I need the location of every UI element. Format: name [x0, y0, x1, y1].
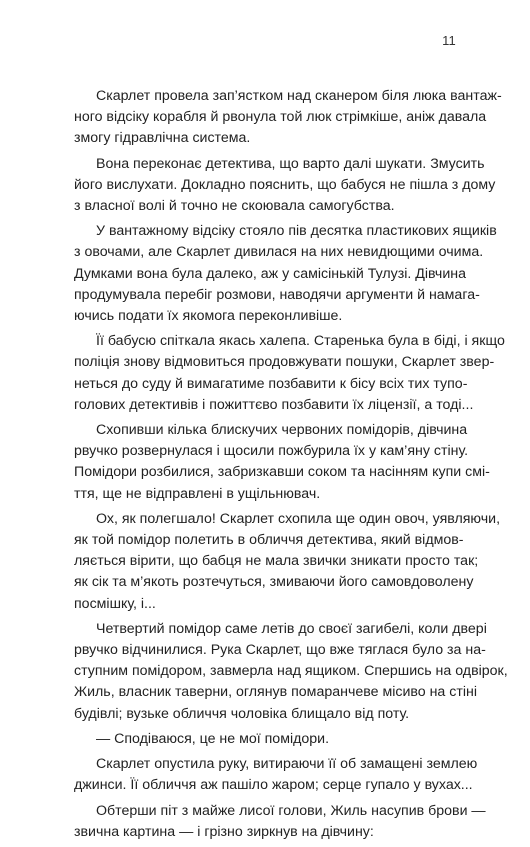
text-line: Жиль, власник таверни, оглянув помаранчеве місиво на стіні [74, 684, 477, 701]
text-line: голових детективів і пожиттєво позбавити їх ліцензії, а тоді... [74, 396, 474, 413]
text-line: Вона переконає детектива, що варто далі шукати. Змусить [96, 155, 485, 172]
paragraph [74, 154, 496, 218]
text-line: Схопивши кілька блискучих червоних помідорів, дівчина [96, 422, 468, 439]
paragraph [74, 801, 486, 843]
text-line: як той помідор полетить в обличчя детектива, який відмов- [74, 532, 464, 549]
paragraph [74, 221, 497, 327]
text-line: Ох, як полегшало! Скарлет схопила ще один овоч, уявляючи, [96, 510, 501, 527]
text-line: ного відсіку корабля й рвонула той люк стрімкіше, аніж давала [74, 109, 487, 126]
text-line: посмішку, і... [74, 595, 156, 612]
text-line: ючись подати їх якомога переконливіше. [74, 308, 343, 325]
paragraph [74, 86, 502, 150]
page-number: 11 [442, 33, 456, 48]
paragraph [74, 729, 458, 750]
text-line: будівлі; вузьке обличчя чоловіка блищало від поту. [74, 705, 410, 722]
text-line: з власної волі й точно не скоювала самогубства. [74, 198, 395, 215]
text-line: Скарлет опустила руку, витираючи її об замащені землею [96, 756, 478, 773]
paragraph [74, 420, 490, 505]
text-line: — Сподіваюся, це не мої помідори. [96, 730, 330, 747]
text-line: ступним помідором, завмерла над ящиком. Спершись на одвірок, [74, 663, 508, 680]
paragraph [74, 754, 478, 796]
text-line: Скарлет провела зап’ястком над сканером біля люка вантаж- [96, 88, 502, 104]
text-line: неться до суду й вимагатиме позбавити к бісу всіх тих тупо- [74, 375, 468, 392]
text-line: його вислухати. Докладно пояснить, що бабуся не пішла з дому [74, 176, 496, 193]
text-line: рвучко розвернулася і щосили пожбурила їх у кам’яну стіну. [74, 443, 469, 460]
text-line: з овочами, але Скарлет дивилася на них невидющими очима. [74, 244, 484, 261]
text-line: Її бабусю спіткала якась халепа. Старенька була в біді, і якщо [96, 333, 505, 350]
body-text [74, 86, 508, 847]
text-line: Помідори розбилися, забризкавши соком та насінням купи смі- [74, 464, 490, 481]
text-line: У вантажному відсіку стояло пів десятка пластикових ящиків [96, 223, 497, 240]
text-line: Четвертий помідор саме летів до своєї загибелі, коли двері [96, 620, 487, 637]
paragraph [74, 331, 505, 416]
text-line: змогу гідравлічна система. [74, 130, 251, 147]
text-line: Думками вона була далеко, аж у самісінькій Тулузі. Дівчина [74, 265, 466, 282]
text-line: як сік та м’якоть розтечуться, змиваючи його самовдоволену [74, 574, 474, 591]
paragraph [74, 509, 501, 615]
text-line: джинси. Її обличчя аж пашіло жаром; серце гупало у вухах... [74, 777, 473, 794]
text-line: продумувала перебіг розмови, наводячи аргументи й намага- [74, 286, 480, 303]
text-line: звична картина — і грізно зиркнув на дівчину: [74, 823, 374, 840]
text-line: ття, ще не відправлені в ущільнювач. [74, 485, 321, 502]
text-line: поліція знову відмовиться продовжувати пошуки, Скарлет звер- [74, 354, 495, 371]
paragraph [74, 619, 508, 725]
text-line: ляється вірити, що бабця не мала звички зникати просто так; [74, 553, 479, 570]
text-line: Обтерши піт з майже лисої голови, Жиль насупив брови — [96, 802, 486, 819]
text-line: рвучко відчинилися. Рука Скарлет, що вже тяглася було за на- [74, 642, 486, 659]
